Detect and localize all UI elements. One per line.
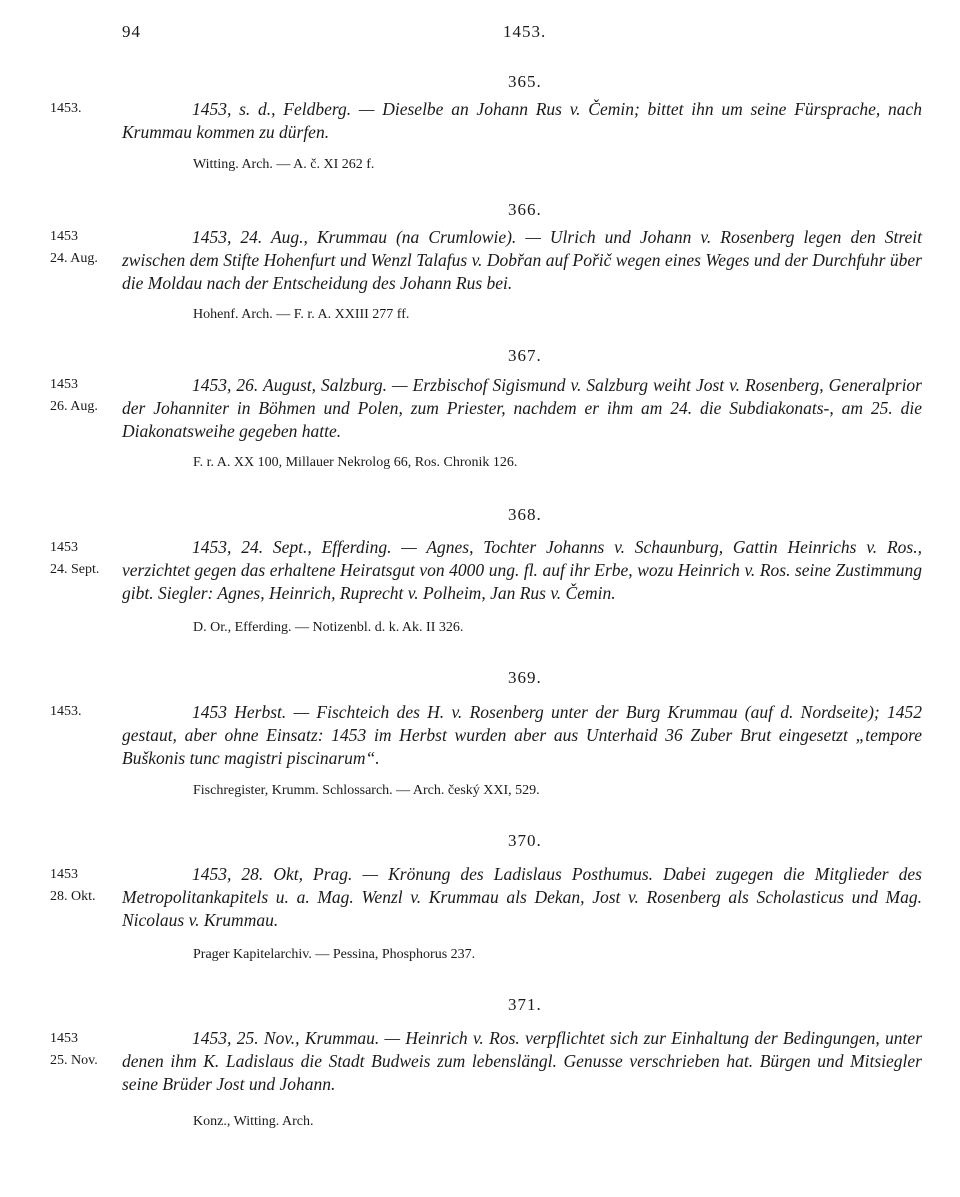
margin-date-line: 1453. (50, 101, 82, 116)
entry-number: 371. (508, 995, 542, 1014)
regest-text: 1453, s. d., Feldberg. — Dieselbe an Johann Rus v. Čemin; bittet ihn um seine Fürsprache, nach Krummau kommen zu dürfen. (122, 99, 922, 142)
running-header-year: 1453. (503, 22, 547, 41)
margin-date-line: 1453 (50, 229, 78, 244)
margin-date (50, 864, 114, 908)
regest-text: 1453, 24. Aug., Krummau (na Crumlowie). — Ulrich und Johann v. Rosenberg legen den Streit zwischen dem Stifte Hohenfurt und Wenzl Talafus v. Dobřan auf Pořič wegen eines Weges und der Durchfuhr über die Moldau nach der Entscheidung des Johann Rus bei. (122, 227, 922, 293)
entry-number: 369. (508, 668, 542, 687)
margin-date-line: 1453 (50, 377, 78, 392)
margin-date (50, 226, 114, 270)
entry-number: 365. (508, 72, 542, 91)
margin-date (50, 701, 114, 723)
regest-text: 1453 Herbst. — Fischteich des H. v. Rosenberg unter der Burg Krummau (auf d. Nordseite); 1452 gestaut, aber ohne Einsatz: 1453 im Herbst wurden aber aus Unterhaid 36 Zuber Brut eingesetzt „tempore Buškonis tunc magistri piscinarum“. (122, 702, 922, 768)
margin-date (50, 98, 114, 120)
margin-date-line: 28. Okt. (50, 889, 96, 904)
margin-date-line: 1453 (50, 1031, 78, 1046)
margin-date-line: 1453 (50, 867, 78, 882)
margin-date (50, 1028, 114, 1072)
margin-date-line: 1453 (50, 540, 78, 555)
margin-date-line: 24. Aug. (50, 251, 98, 266)
source-citation: Prager Kapitelarchiv. — Pessina, Phosphorus 237. (193, 947, 476, 962)
margin-date (50, 374, 114, 418)
regest-text: 1453, 25. Nov., Krummau. — Heinrich v. Ros. verpflichtet sich zur Einhaltung der Bedingungen, unter denen ihm K. Ladislaus die Stadt Budweis zum lebenslängl. Genusse verschrieben hat. Bürgen und Mitsiegler seine Brüder Jost und Johann. (122, 1028, 922, 1094)
margin-date-line: 24. Sept. (50, 562, 100, 577)
entry-number: 370. (508, 831, 542, 850)
entry-number: 367. (508, 346, 542, 365)
margin-date-line: 26. Aug. (50, 399, 98, 414)
margin-date-line: 1453. (50, 704, 82, 719)
source-citation: Hohenf. Arch. — F. r. A. XXIII 277 ff. (193, 307, 410, 322)
regest-text: 1453, 26. August, Salzburg. — Erzbischof Sigismund v. Salzburg weiht Jost v. Rosenberg, Generalprior der Johanniter in Böhmen und Polen, zum Priester, nachdem er ihm am 24. die Subdiakonats-, am 25. die Diakonatsweihe gegeben hatte. (122, 375, 922, 441)
margin-date-line: 25. Nov. (50, 1053, 98, 1068)
source-citation: Konz., Witting. Arch. (193, 1114, 314, 1129)
entry-number: 366. (508, 200, 542, 219)
source-citation: F. r. A. XX 100, Millauer Nekrolog 66, Ros. Chronik 126. (193, 455, 518, 470)
regest-text: 1453, 28. Okt, Prag. — Krönung des Ladislaus Posthumus. Dabei zugegen die Mitglieder des Metropolitankapitels u. a. Mag. Wenzl v. Krummau als Dekan, Jost v. Rosenberg als Scholasticus und Mag. Nicolaus v. Krummau. (122, 864, 922, 930)
regest-text: 1453, 24. Sept., Efferding. — Agnes, Tochter Johanns v. Schaunburg, Gattin Heinrichs v. Ros., verzichtet gegen das erhaltene Heiratsgut von 4000 ung. fl. auf ihr Erbe, wozu Heinrich v. Ros. seine Zustimmung gibt. Siegler: Agnes, Heinrich, Ruprecht v. Polheim, Jan Rus v. Čemin. (122, 537, 922, 603)
margin-date (50, 537, 114, 581)
page-number: 94 (122, 22, 141, 41)
entry-number: 368. (508, 505, 542, 524)
source-citation: Witting. Arch. — A. č. XI 262 f. (193, 157, 375, 172)
source-citation: D. Or., Efferding. — Notizenbl. d. k. Ak. II 326. (193, 620, 464, 635)
page-header (0, 22, 960, 50)
source-citation: Fischregister, Krumm. Schlossarch. — Arch. český XXI, 529. (193, 783, 540, 798)
